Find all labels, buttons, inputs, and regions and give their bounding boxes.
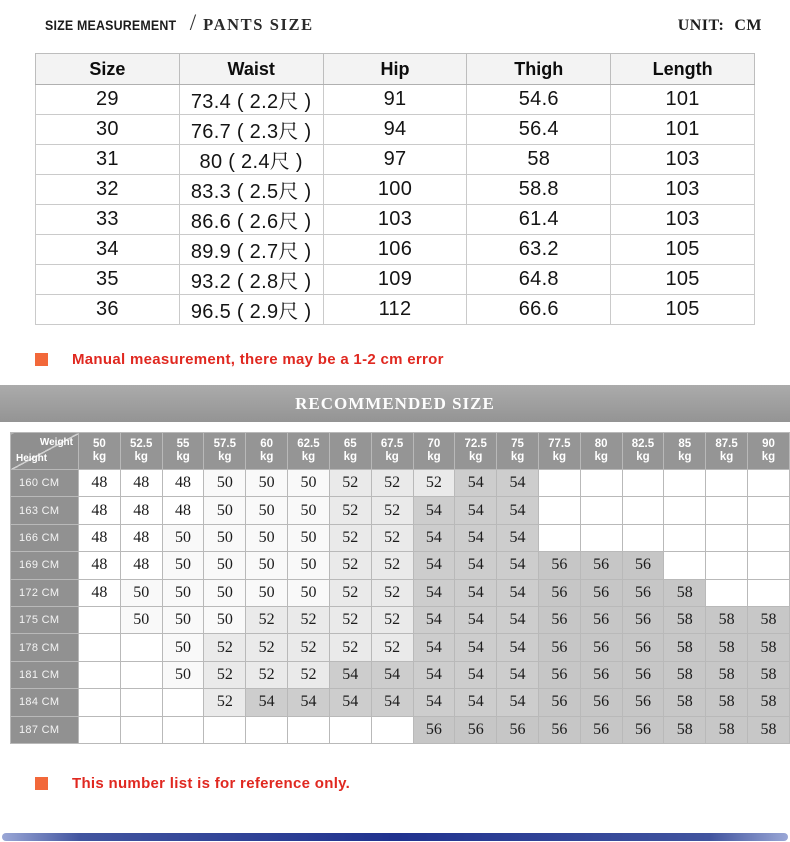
grid-row: [11, 661, 790, 688]
title-sub: PANTS SIZE: [203, 15, 314, 34]
grid-size-cell: [538, 524, 580, 551]
grid-size-cell: 50: [162, 661, 204, 688]
grid-size-cell: 50: [162, 524, 204, 551]
grid-size-cell: 48: [120, 470, 162, 497]
grid-size-cell: [162, 689, 204, 716]
grid-size-cell: 54: [371, 661, 413, 688]
grid-size-cell: [329, 716, 371, 743]
grid-size-cell: 48: [79, 524, 121, 551]
grid-size-cell: [748, 497, 790, 524]
grid-size-cell: 54: [497, 524, 539, 551]
grid-size-cell: 48: [79, 470, 121, 497]
grid-size-cell: 48: [79, 579, 121, 606]
size-table-cell: 97: [323, 145, 467, 175]
grid-size-cell: 58: [748, 716, 790, 743]
grid-size-cell: [706, 470, 748, 497]
grid-size-cell: 56: [622, 552, 664, 579]
size-table-row: [36, 235, 755, 265]
grid-size-cell: 56: [413, 716, 455, 743]
weight-column-header: 55 kg: [162, 433, 204, 470]
grid-size-cell: 48: [120, 552, 162, 579]
size-table-cell: 101: [611, 115, 755, 145]
grid-size-cell: 56: [580, 606, 622, 633]
grid-size-cell: 50: [204, 606, 246, 633]
grid-row: [11, 497, 790, 524]
grid-row: [11, 579, 790, 606]
grid-size-cell: 58: [664, 606, 706, 633]
grid-size-cell: 50: [204, 524, 246, 551]
unit-label: UNIT: CM: [677, 17, 762, 34]
grid-size-cell: [204, 716, 246, 743]
grid-size-cell: 50: [162, 634, 204, 661]
reference-note: [35, 775, 790, 792]
height-row-header: 166 CM: [11, 524, 79, 551]
grid-size-cell: 50: [162, 579, 204, 606]
grid-size-cell: 58: [748, 634, 790, 661]
grid-size-cell: 54: [413, 579, 455, 606]
grid-size-cell: 56: [538, 716, 580, 743]
grid-size-cell: 52: [204, 661, 246, 688]
grid-size-cell: 50: [120, 579, 162, 606]
grid-size-cell: 52: [371, 552, 413, 579]
grid-row: [11, 606, 790, 633]
grid-size-cell: 52: [329, 497, 371, 524]
size-table-cell: 32: [36, 175, 180, 205]
grid-size-cell: 54: [455, 470, 497, 497]
size-table-cell: 54.6: [467, 85, 611, 115]
grid-size-cell: 48: [162, 470, 204, 497]
grid-size-cell: [120, 661, 162, 688]
size-table-cell: 103: [611, 175, 755, 205]
grid-size-cell: 56: [538, 634, 580, 661]
measurement-note-text: Manual measurement, there may be a 1-2 cm error: [72, 351, 444, 368]
grid-size-cell: 54: [413, 661, 455, 688]
size-column-header: Hip: [323, 54, 467, 85]
size-table-cell: 106: [323, 235, 467, 265]
grid-size-cell: 54: [413, 689, 455, 716]
size-table-row: [36, 265, 755, 295]
size-table-cell: 105: [611, 265, 755, 295]
grid-size-cell: [79, 716, 121, 743]
grid-size-cell: [120, 689, 162, 716]
grid-size-cell: 54: [497, 689, 539, 716]
size-table-cell: 35: [36, 265, 180, 295]
grid-size-cell: 58: [706, 606, 748, 633]
size-table-cell: 31: [36, 145, 180, 175]
weight-column-header: 75 kg: [497, 433, 539, 470]
grid-size-cell: 50: [246, 552, 288, 579]
size-table-row: [36, 295, 755, 325]
grid-row: [11, 524, 790, 551]
grid-row: [11, 552, 790, 579]
size-table-cell: 103: [323, 205, 467, 235]
grid-size-cell: 50: [204, 470, 246, 497]
weight-column-header: 50 kg: [79, 433, 121, 470]
grid-size-cell: 54: [329, 661, 371, 688]
grid-size-cell: 54: [413, 524, 455, 551]
size-table-cell: 86.6 ( 2.6尺 ): [179, 205, 323, 235]
grid-size-cell: [120, 716, 162, 743]
grid-size-cell: 54: [455, 579, 497, 606]
grid-size-cell: 52: [246, 634, 288, 661]
size-column-header: Thigh: [467, 54, 611, 85]
weight-column-header: 87.5 kg: [706, 433, 748, 470]
grid-size-cell: 52: [288, 634, 330, 661]
reference-note-text: This number list is for reference only.: [72, 774, 351, 792]
grid-size-cell: 58: [664, 579, 706, 606]
size-table-cell: 76.7 ( 2.3尺 ): [179, 115, 323, 145]
grid-size-cell: 52: [246, 661, 288, 688]
size-table-row: [36, 175, 755, 205]
measurement-note: [35, 351, 790, 368]
grid-size-cell: 56: [538, 579, 580, 606]
grid-size-cell: 50: [288, 497, 330, 524]
size-table-row: [36, 115, 755, 145]
grid-size-cell: 56: [580, 579, 622, 606]
grid-size-cell: 54: [455, 661, 497, 688]
grid-size-cell: [622, 470, 664, 497]
grid-size-cell: 56: [580, 552, 622, 579]
grid-size-cell: 52: [246, 606, 288, 633]
size-table-cell: 64.8: [467, 265, 611, 295]
grid-size-cell: 54: [455, 606, 497, 633]
grid-size-cell: [371, 716, 413, 743]
grid-size-cell: 56: [622, 689, 664, 716]
grid-size-cell: 50: [246, 579, 288, 606]
weight-column-header: 80 kg: [580, 433, 622, 470]
grid-size-cell: 54: [497, 497, 539, 524]
grid-size-cell: 52: [329, 606, 371, 633]
grid-size-cell: 52: [329, 579, 371, 606]
page-title: [45, 10, 314, 36]
recommended-size-title: RECOMMENDED SIZE: [295, 393, 495, 413]
height-row-header: 181 CM: [11, 661, 79, 688]
grid-size-cell: 50: [162, 606, 204, 633]
grid-size-cell: 54: [371, 689, 413, 716]
grid-size-cell: 52: [413, 470, 455, 497]
grid-size-cell: 50: [288, 552, 330, 579]
grid-size-cell: 56: [538, 661, 580, 688]
grid-size-cell: 54: [413, 552, 455, 579]
size-table-cell: 63.2: [467, 235, 611, 265]
grid-size-cell: 58: [706, 661, 748, 688]
grid-header-row: [11, 433, 790, 470]
grid-size-cell: [79, 689, 121, 716]
grid-size-cell: 54: [497, 606, 539, 633]
grid-size-cell: 54: [497, 579, 539, 606]
grid-size-cell: 56: [538, 689, 580, 716]
size-table-cell: 91: [323, 85, 467, 115]
size-table-cell: 58.8: [467, 175, 611, 205]
grid-size-cell: [538, 470, 580, 497]
grid-size-cell: 48: [120, 497, 162, 524]
grid-size-cell: 48: [79, 552, 121, 579]
size-table-cell: 103: [611, 205, 755, 235]
size-table-cell: 93.2 ( 2.8尺 ): [179, 265, 323, 295]
size-table-cell: 34: [36, 235, 180, 265]
grid-size-cell: 50: [288, 524, 330, 551]
grid-size-cell: 50: [162, 552, 204, 579]
page-header: [45, 10, 762, 38]
grid-row: [11, 634, 790, 661]
weight-column-header: 65 kg: [329, 433, 371, 470]
grid-size-cell: 56: [580, 634, 622, 661]
grid-size-cell: [580, 524, 622, 551]
grid-size-cell: 52: [371, 497, 413, 524]
size-column-header: Waist: [179, 54, 323, 85]
grid-size-cell: 58: [664, 634, 706, 661]
grid-size-cell: [120, 634, 162, 661]
grid-size-cell: 56: [622, 634, 664, 661]
grid-size-cell: 54: [497, 470, 539, 497]
grid-size-cell: 50: [204, 497, 246, 524]
height-row-header: 187 CM: [11, 716, 79, 743]
grid-size-cell: 56: [622, 606, 664, 633]
size-table-cell: 96.5 ( 2.9尺 ): [179, 295, 323, 325]
grid-size-cell: 48: [162, 497, 204, 524]
size-table-cell: 29: [36, 85, 180, 115]
grid-size-cell: [664, 497, 706, 524]
size-table-cell: 109: [323, 265, 467, 295]
grid-size-cell: [538, 497, 580, 524]
weight-column-header: 67.5 kg: [371, 433, 413, 470]
grid-size-cell: 52: [371, 579, 413, 606]
grid-size-cell: 52: [371, 524, 413, 551]
grid-size-cell: 52: [371, 606, 413, 633]
grid-size-cell: [706, 579, 748, 606]
grid-size-cell: [706, 497, 748, 524]
size-table-cell: 100: [323, 175, 467, 205]
size-table-cell: 103: [611, 145, 755, 175]
size-table-row: [36, 145, 755, 175]
size-column-header: Size: [36, 54, 180, 85]
grid-size-cell: 52: [371, 470, 413, 497]
grid-size-cell: 48: [120, 524, 162, 551]
height-row-header: 184 CM: [11, 689, 79, 716]
grid-size-cell: 52: [329, 552, 371, 579]
grid-size-cell: 50: [288, 579, 330, 606]
grid-size-cell: 56: [580, 716, 622, 743]
grid-size-cell: [622, 524, 664, 551]
weight-column-header: 82.5 kg: [622, 433, 664, 470]
weight-column-header: 70 kg: [413, 433, 455, 470]
grid-row: [11, 470, 790, 497]
size-table-cell: 61.4: [467, 205, 611, 235]
weight-column-header: 62.5 kg: [288, 433, 330, 470]
grid-size-cell: 56: [580, 661, 622, 688]
size-table-cell: 83.3 ( 2.5尺 ): [179, 175, 323, 205]
weight-column-header: 90 kg: [748, 433, 790, 470]
grid-row: [11, 689, 790, 716]
grid-size-cell: 50: [204, 552, 246, 579]
grid-size-cell: 54: [413, 497, 455, 524]
grid-size-cell: 52: [288, 661, 330, 688]
grid-size-cell: [79, 634, 121, 661]
grid-size-cell: 52: [288, 606, 330, 633]
size-column-header: Length: [611, 54, 755, 85]
size-table-cell: 80 ( 2.4尺 ): [179, 145, 323, 175]
title-main: SIZE MEASUREMENT: [45, 18, 177, 33]
size-table-cell: 73.4 ( 2.2尺 ): [179, 85, 323, 115]
orange-square-bullet-icon: [35, 353, 48, 366]
size-table-cell: 30: [36, 115, 180, 145]
height-row-header: 172 CM: [11, 579, 79, 606]
weight-column-header: 52.5 kg: [120, 433, 162, 470]
size-table-cell: 36: [36, 295, 180, 325]
grid-size-cell: 56: [455, 716, 497, 743]
grid-size-cell: [706, 552, 748, 579]
grid-size-cell: 56: [497, 716, 539, 743]
grid-size-cell: 58: [706, 689, 748, 716]
grid-size-cell: 54: [413, 634, 455, 661]
grid-size-cell: [664, 524, 706, 551]
grid-size-cell: 50: [246, 497, 288, 524]
weight-column-header: 57.5 kg: [204, 433, 246, 470]
weight-column-header: 72.5 kg: [455, 433, 497, 470]
height-row-header: 175 CM: [11, 606, 79, 633]
grid-size-cell: 58: [748, 606, 790, 633]
grid-size-cell: 50: [246, 524, 288, 551]
weight-height-corner-cell: Weight Height: [11, 433, 79, 470]
size-table-row: [36, 85, 755, 115]
size-table-cell: 66.6: [467, 295, 611, 325]
weight-column-header: 60 kg: [246, 433, 288, 470]
grid-size-cell: 58: [748, 689, 790, 716]
grid-size-cell: [580, 470, 622, 497]
size-table-cell: 94: [323, 115, 467, 145]
size-table-cell: 89.9 ( 2.7尺 ): [179, 235, 323, 265]
size-table-cell: 33: [36, 205, 180, 235]
grid-size-cell: [664, 552, 706, 579]
grid-size-cell: 48: [79, 497, 121, 524]
grid-size-cell: 54: [455, 689, 497, 716]
grid-size-cell: 54: [455, 524, 497, 551]
grid-size-cell: 50: [204, 579, 246, 606]
grid-size-cell: 58: [706, 716, 748, 743]
grid-size-cell: 52: [204, 634, 246, 661]
grid-size-cell: 52: [329, 470, 371, 497]
height-row-header: 178 CM: [11, 634, 79, 661]
grid-size-cell: [622, 497, 664, 524]
grid-size-cell: 50: [288, 470, 330, 497]
size-table-cell: 112: [323, 295, 467, 325]
grid-size-cell: [748, 524, 790, 551]
recommended-size-grid: [10, 432, 790, 744]
grid-size-cell: 56: [622, 716, 664, 743]
grid-size-cell: 56: [538, 552, 580, 579]
grid-size-cell: 54: [288, 689, 330, 716]
grid-size-cell: 54: [497, 634, 539, 661]
grid-size-cell: 58: [664, 689, 706, 716]
weight-column-header: 77.5 kg: [538, 433, 580, 470]
grid-size-cell: 56: [622, 579, 664, 606]
height-row-header: 163 CM: [11, 497, 79, 524]
grid-size-cell: 54: [497, 661, 539, 688]
size-table-header-row: [36, 54, 755, 85]
grid-size-cell: [664, 470, 706, 497]
size-table-cell: 105: [611, 295, 755, 325]
grid-size-cell: 58: [664, 716, 706, 743]
grid-size-cell: 54: [413, 606, 455, 633]
grid-size-cell: [748, 579, 790, 606]
grid-size-cell: [79, 606, 121, 633]
grid-size-cell: 52: [204, 689, 246, 716]
grid-size-cell: [246, 716, 288, 743]
grid-size-cell: 54: [455, 497, 497, 524]
recommended-size-band: [0, 385, 790, 422]
grid-size-cell: [748, 470, 790, 497]
bottom-decorative-bar: [2, 833, 788, 841]
grid-size-cell: 54: [455, 552, 497, 579]
grid-size-cell: [79, 661, 121, 688]
grid-size-cell: 54: [497, 552, 539, 579]
grid-size-cell: 54: [246, 689, 288, 716]
grid-size-cell: 52: [329, 634, 371, 661]
grid-size-cell: [288, 716, 330, 743]
grid-size-cell: 56: [580, 689, 622, 716]
grid-size-cell: 58: [664, 661, 706, 688]
height-row-header: 169 CM: [11, 552, 79, 579]
size-table-row: [36, 205, 755, 235]
size-measurement-table: [35, 53, 755, 325]
grid-size-cell: 52: [371, 634, 413, 661]
grid-size-cell: [580, 497, 622, 524]
grid-size-cell: [162, 716, 204, 743]
grid-size-cell: 56: [622, 661, 664, 688]
grid-size-cell: 58: [706, 634, 748, 661]
grid-size-cell: 50: [246, 470, 288, 497]
size-table-cell: 101: [611, 85, 755, 115]
grid-size-cell: 50: [120, 606, 162, 633]
grid-size-cell: 54: [329, 689, 371, 716]
size-table-cell: 58: [467, 145, 611, 175]
grid-size-cell: 58: [748, 661, 790, 688]
grid-size-cell: [706, 524, 748, 551]
size-table-cell: 56.4: [467, 115, 611, 145]
weight-column-header: 85 kg: [664, 433, 706, 470]
grid-row: [11, 716, 790, 743]
grid-size-cell: 56: [538, 606, 580, 633]
height-row-header: 160 CM: [11, 470, 79, 497]
size-table-cell: 105: [611, 235, 755, 265]
grid-size-cell: 52: [329, 524, 371, 551]
grid-size-cell: 54: [455, 634, 497, 661]
grid-size-cell: [748, 552, 790, 579]
title-separator: /: [189, 10, 197, 35]
orange-square-bullet-icon: [35, 777, 48, 790]
